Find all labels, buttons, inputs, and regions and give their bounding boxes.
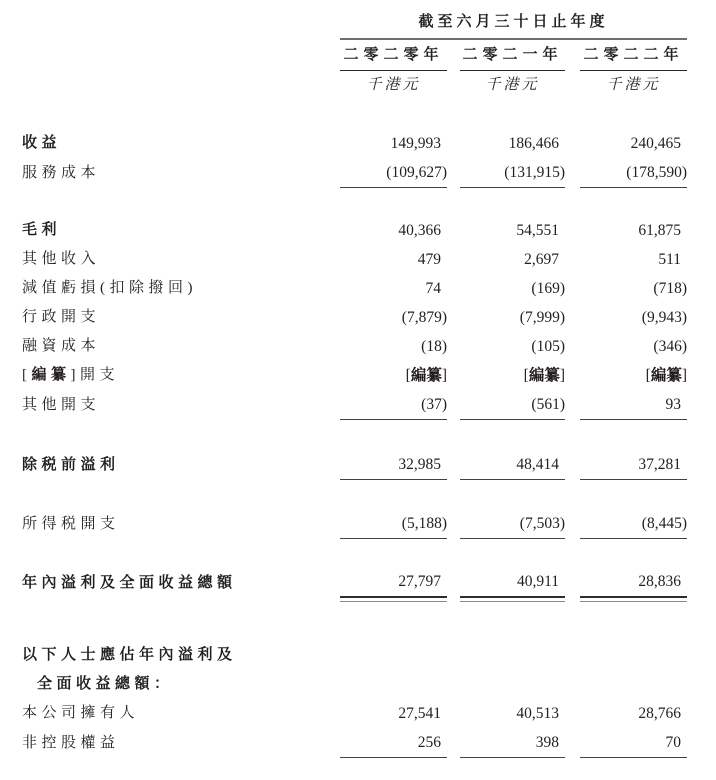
value-cell xyxy=(580,129,687,158)
value-cell xyxy=(460,567,565,598)
row-label: 減值虧損(扣除撥回) xyxy=(22,280,197,296)
row-label: 收益 xyxy=(22,135,62,151)
value-cell xyxy=(580,699,687,728)
table-row xyxy=(0,509,716,538)
table-row xyxy=(0,274,716,303)
value-text: 61,875 xyxy=(638,222,681,239)
redacted-text: 編纂 xyxy=(650,367,682,384)
redacted-text: 編纂 xyxy=(528,367,560,384)
value-text: (561) xyxy=(531,396,565,413)
row-label: 全面收益總額： xyxy=(37,676,174,692)
value-text: 74 xyxy=(425,280,441,297)
row-label: 其他收入 xyxy=(22,251,101,267)
value-text: (105) xyxy=(531,338,565,355)
value-cell xyxy=(340,699,447,728)
table-row xyxy=(0,450,716,479)
table-row xyxy=(0,641,716,670)
row-label: 其他開支 xyxy=(22,397,101,413)
value-text: 28,836 xyxy=(638,573,681,590)
value-text: (718) xyxy=(653,280,687,297)
value-cell xyxy=(340,390,447,420)
value-cell xyxy=(340,245,447,274)
value-text: (169) xyxy=(531,280,565,297)
value-cell xyxy=(460,509,565,539)
value-cell xyxy=(580,390,687,420)
table-row xyxy=(0,699,716,728)
table-header-years xyxy=(0,40,716,71)
unit-label-2020: 千港元 xyxy=(366,77,421,93)
text-fragment: ] xyxy=(681,367,687,384)
value-text: 149,993 xyxy=(390,135,441,152)
table-row xyxy=(0,332,716,361)
value-cell xyxy=(340,509,447,539)
table-header-units xyxy=(0,71,716,99)
value-text xyxy=(406,367,447,384)
value-text: 240,465 xyxy=(630,135,681,152)
text-fragment: ]開支 xyxy=(70,367,120,383)
column-header-2020: 二零二零年 xyxy=(340,40,447,71)
row-label: 年內溢利及全面收益總額 xyxy=(22,575,237,591)
table-row xyxy=(0,158,716,187)
unit-label-2022: 千港元 xyxy=(606,77,661,93)
value-cell xyxy=(460,245,565,274)
table-body xyxy=(0,129,716,757)
value-text: 70 xyxy=(665,734,681,751)
value-text: 256 xyxy=(417,734,441,751)
row-label xyxy=(22,361,340,390)
text-fragment: ] xyxy=(441,367,447,384)
value-cell xyxy=(340,274,447,303)
value-text: (7,999) xyxy=(519,309,565,326)
value-text xyxy=(524,367,565,384)
value-cell xyxy=(460,699,565,728)
value-cell xyxy=(460,332,565,361)
value-text: 32,985 xyxy=(398,456,441,473)
row-label: 以下人士應佔年內溢利及 xyxy=(22,647,237,663)
value-cell xyxy=(460,728,565,758)
table-row xyxy=(0,245,716,274)
value-text: (131,915) xyxy=(504,164,565,181)
row-label: 除税前溢利 xyxy=(22,457,120,473)
column-header-2022: 二零二二年 xyxy=(580,40,687,71)
value-text: (9,943) xyxy=(641,309,687,326)
value-cell xyxy=(580,245,687,274)
value-cell xyxy=(460,303,565,332)
value-text: 511 xyxy=(658,251,681,268)
value-cell xyxy=(580,274,687,303)
value-cell xyxy=(580,332,687,361)
row-label: 本公司擁有人 xyxy=(22,705,140,721)
value-text: 27,797 xyxy=(398,573,441,590)
value-cell xyxy=(460,274,565,303)
redacted-text: 編纂 xyxy=(31,367,71,383)
row-label: 服務成本 xyxy=(22,165,101,181)
table-row xyxy=(0,129,716,158)
value-cell xyxy=(460,216,565,245)
row-label: 非控股權益 xyxy=(22,735,120,751)
value-text: 2,697 xyxy=(524,251,559,268)
value-cell xyxy=(340,158,447,188)
value-text xyxy=(646,367,687,384)
row-label: 毛利 xyxy=(22,222,62,238)
text-fragment: [ xyxy=(523,367,529,384)
value-cell xyxy=(340,728,447,758)
value-text: (8,445) xyxy=(641,515,687,532)
value-text: (346) xyxy=(653,338,687,355)
value-cell xyxy=(460,390,565,420)
value-cell xyxy=(580,216,687,245)
value-text: (7,503) xyxy=(519,515,565,532)
value-text: 479 xyxy=(417,251,441,268)
value-text: (37) xyxy=(421,396,447,413)
value-cell xyxy=(340,450,447,480)
table-row xyxy=(0,361,716,390)
value-text: 40,366 xyxy=(398,222,441,239)
value-cell xyxy=(460,361,565,390)
value-text: (5,188) xyxy=(401,515,447,532)
table-row xyxy=(0,567,716,596)
value-cell xyxy=(580,567,687,598)
value-text: 40,911 xyxy=(516,573,559,590)
value-text: (18) xyxy=(421,338,447,355)
value-cell xyxy=(580,509,687,539)
unit-label-2021: 千港元 xyxy=(485,77,540,93)
value-text: (178,590) xyxy=(626,164,687,181)
table-row xyxy=(0,216,716,245)
text-fragment: ] xyxy=(559,367,565,384)
table-row xyxy=(0,390,716,419)
value-cell xyxy=(340,361,447,390)
value-cell xyxy=(460,158,565,188)
value-cell xyxy=(340,567,447,598)
value-cell xyxy=(340,129,447,158)
value-cell xyxy=(580,158,687,188)
value-cell xyxy=(580,450,687,480)
value-text: 398 xyxy=(535,734,559,751)
value-cell xyxy=(460,450,565,480)
value-text: 48,414 xyxy=(516,456,559,473)
value-text: 37,281 xyxy=(638,456,681,473)
value-text: 27,541 xyxy=(398,705,441,722)
value-cell xyxy=(340,216,447,245)
value-text: (7,879) xyxy=(401,309,447,326)
table-row xyxy=(0,303,716,332)
text-fragment: [ xyxy=(645,367,651,384)
row-label: 所得税開支 xyxy=(22,516,120,532)
value-cell xyxy=(340,332,447,361)
row-label: 融資成本 xyxy=(22,338,101,354)
value-text: (109,627) xyxy=(386,164,447,181)
value-cell xyxy=(460,129,565,158)
redacted-text: 編纂 xyxy=(410,367,442,384)
value-text: 93 xyxy=(665,396,681,413)
text-fragment: [ xyxy=(405,367,411,384)
table-row xyxy=(0,670,716,699)
table-row xyxy=(0,728,716,757)
value-text: 54,551 xyxy=(516,222,559,239)
value-cell xyxy=(580,728,687,758)
value-text: 28,766 xyxy=(638,705,681,722)
period-title: 截至六月三十日止年度 xyxy=(340,7,687,40)
row-label: 行政開支 xyxy=(22,309,101,325)
column-header-2021: 二零二一年 xyxy=(460,40,565,71)
value-text: 40,513 xyxy=(516,705,559,722)
table-header-period xyxy=(0,0,716,40)
value-text: 186,466 xyxy=(508,135,559,152)
value-cell xyxy=(580,303,687,332)
text-fragment: [ xyxy=(22,367,32,383)
value-cell xyxy=(340,303,447,332)
value-cell xyxy=(580,361,687,390)
